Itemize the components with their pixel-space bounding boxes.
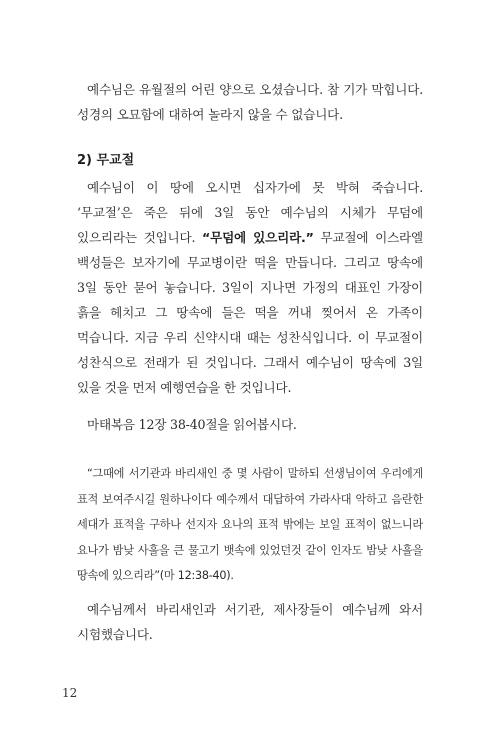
paragraph-text-part1: 예수님이 이 땅에 오시면 십자가에 못 박혀 죽습니다. ‘무교절’은 죽은 뒤에 3일 동안 예수님의 시체가 무덤에 있으리라는 것입니다. (77, 180, 423, 245)
paragraph-passover-lamb: 예수님은 유월절의 어린 양으로 오셨습니다. 참 기가 막힙니다. 성경의 오묘함에 대하여 놀라지 않을 수 없습니다. (77, 82, 423, 122)
paragraph-scripture-reference: 마태복음 12장 38-40절을 읽어봅시다. (87, 417, 297, 432)
paragraph-pharisees: 예수님께서 바리새인과 서기관, 제사장들이 예수님께 와서 시험했습니다. (77, 602, 423, 642)
page-number: 12 (62, 686, 78, 700)
scripture-quote: “그때에 서기관과 바리새인 중 몇 사람이 말하되 선생님이여 우리에게 표적 보여주시길 원하나이다 예수께서 대답하여 가라사대 악하고 음란한 세대가 표적을 구하나 선지자 요나의 표적 밖에는 보일 표적이 없느니라 요나가 밤낮 사흘을 큰 물고기 뱃속에 있었던것 같이 인자도 밤낮 사흘을 땅속에 있으리라”(마 12:38-40). (77, 467, 423, 582)
section-heading: 2) 무교절 (77, 153, 135, 168)
paragraph-text-part2: 무교절에 이스라엘 백성들은 보자기에 무교병이란 떡을 만듭니다. 그리고 땅속에 3일 동안 묻어 놓습니다. 3일이 지나면 가정의 대표인 가장이 흙을 헤치고 그 땅속에 들은 떡을 꺼내 찢어서 온 가족이 먹습니다. 지금 우리 신약시대 때는 성찬식입니다. 이 무교절이 성찬식으로 전래가 된 것입니다. 그래서 예수님이 땅속에 3일 있을 것을 먼저 예행연습을 한 것입니다. (77, 230, 423, 395)
emphasis-quote: “무덤에 있으리라.” (202, 230, 314, 245)
paragraph-unleavened-bread (77, 175, 423, 400)
